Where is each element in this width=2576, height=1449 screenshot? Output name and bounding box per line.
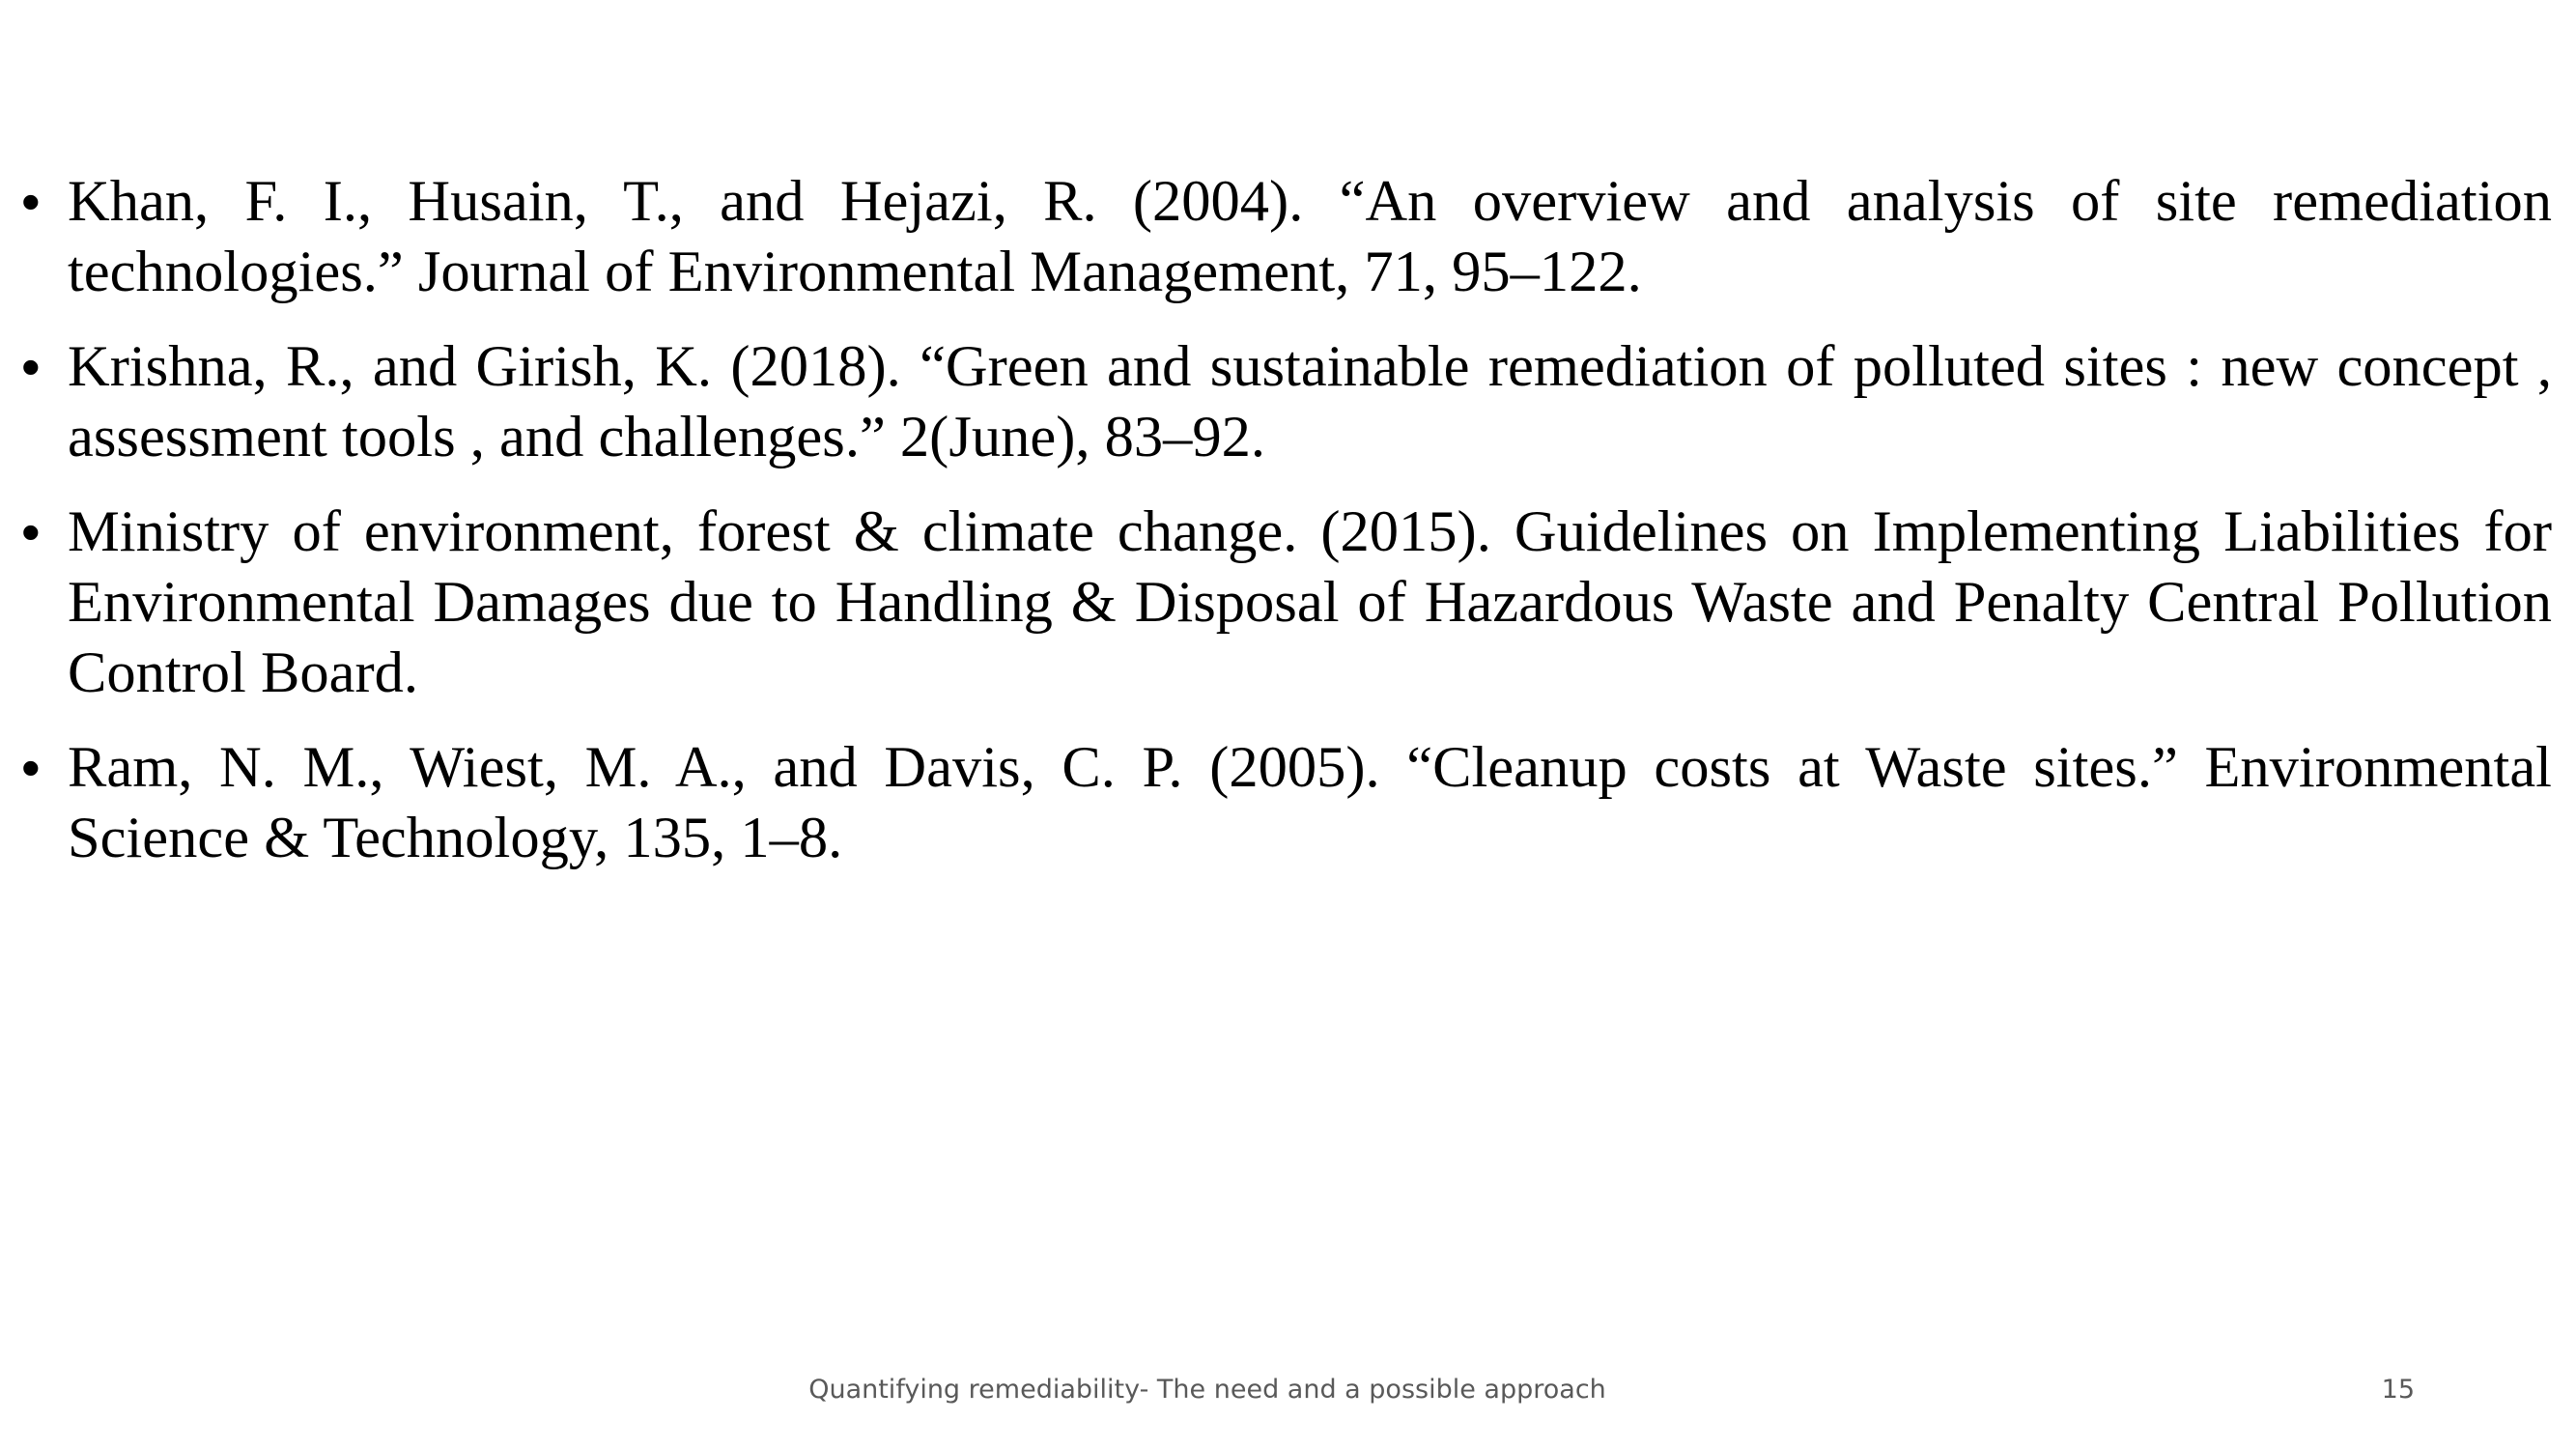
page-number: 15	[2381, 1375, 2415, 1405]
reference-item-krishna	[21, 331, 2552, 472]
reference-item-ram	[21, 732, 2552, 873]
bullet-icon: •	[21, 336, 41, 397]
reference-item-ministry	[21, 497, 2552, 708]
reference-list	[21, 166, 2552, 897]
reference-text: Ministry of environment, forest & climate change. (2015). Guidelines on Implementing Liabilities for Environmental Damages due to Handling & Disposal of Hazardous Waste and Penalty Central Pollution Control Board.	[68, 499, 2552, 705]
reference-item-khan	[21, 166, 2552, 307]
bullet-icon: •	[21, 737, 41, 798]
reference-text: Ram, N. M., Wiest, M. A., and Davis, C. P. (2005). “Cleanup costs at Waste sites.” Environmental Science & Technology, 135, 1–8.	[68, 735, 2552, 870]
footer-title: Quantifying remediability- The need and a possible approach	[808, 1375, 1606, 1405]
reference-text: Krishna, R., and Girish, K. (2018). “Green and sustainable remediation of polluted sites : new concept , assessment tools , and challenges.” 2(June), 83–92.	[68, 334, 2552, 469]
bullet-icon: •	[21, 501, 41, 562]
bullet-icon: •	[21, 171, 41, 232]
reference-text: Khan, F. I., Husain, T., and Hejazi, R. (2004). “An overview and analysis of site remediation technologies.” Journal of Environmental Management, 71, 95–122.	[68, 169, 2552, 304]
